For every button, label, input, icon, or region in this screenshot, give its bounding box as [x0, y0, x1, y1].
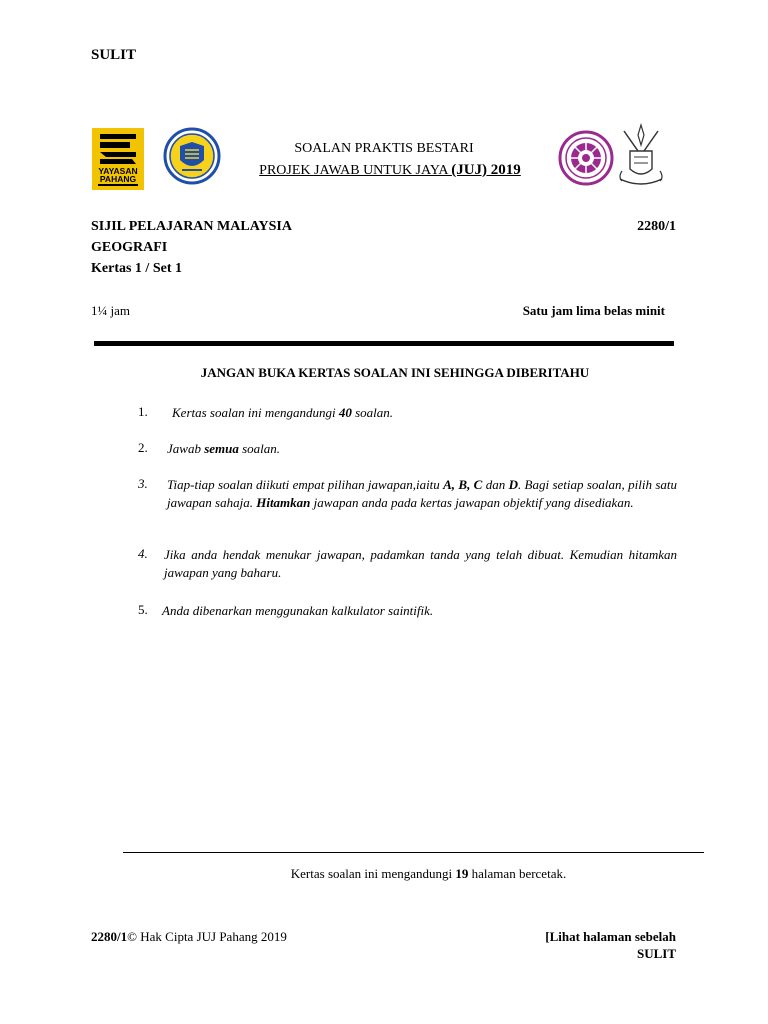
classification-label-top: SULIT — [91, 47, 137, 63]
classification-label-bottom: SULIT — [636, 946, 676, 961]
yayasan-logo-text-2: PAHANG — [99, 174, 137, 184]
duration-long: Satu jam lima belas minit — [522, 303, 665, 318]
question-count: 40 — [338, 405, 352, 420]
exam-subject: GEOGRAFI — [91, 240, 168, 255]
instruction-number-2: 2. — [138, 440, 148, 455]
instruction-text-2: Jawab semua soalan. — [167, 441, 281, 456]
instruction-number-1: 1. — [138, 404, 148, 419]
page-count: 19 — [455, 866, 469, 881]
next-page-note: [Lihat halaman sebelah — [545, 929, 676, 944]
header-project-name: PROJEK JAWAB UNTUK JAYA — [259, 163, 452, 178]
instruction-text-4: Jika anda hendak menukar jawapan, padamkan tanda yang telah dibuat. Kemudian hitamkan jawapan yang baharu. — [164, 547, 677, 580]
section-divider — [94, 341, 674, 346]
instruction-text-3: Tiap-tiap soalan diikuti empat pilihan jawapan,iaitu A, B, C dan D. Bagi setiap soalan, pilih satu jawapan sahaja. Hitamkan jawapan anda pada kertas jawapan objektif yang disediakan. — [167, 477, 677, 510]
duration-short: 1¼ jam — [91, 303, 130, 318]
footer-copyright: 2280/1© Hak Cipta JUJ Pahang 2019 — [91, 929, 287, 944]
page-count-note: Kertas soalan ini mengandungi 19 halaman bercetak. — [290, 866, 567, 881]
instruction-number-3: 3. — [138, 476, 148, 491]
instruction-text-5: Anda dibenarkan menggunakan kalkulator saintifik. — [162, 603, 434, 618]
exam-code: 2280/1 — [637, 219, 676, 234]
instruction-text-1: Kertas soalan ini mengandungi 40 soalan. — [172, 405, 394, 420]
instruction-number-4: 4. — [138, 546, 148, 561]
header-project-year: (JUJ) 2019 — [451, 162, 521, 178]
exam-paper: Kertas 1 / Set 1 — [91, 261, 182, 276]
footer-exam-code: 2280/1 — [91, 929, 128, 944]
exam-name: SIJIL PELAJARAN MALAYSIA — [91, 219, 292, 234]
instruction-number-5: 5. — [138, 602, 148, 617]
yayasan-logo-text-1: YAYASAN — [98, 166, 138, 176]
header-title-line1: SOALAN PRAKTIS BESTARI — [294, 141, 474, 156]
yayasan-pahang-logo — [92, 128, 144, 190]
header-title-line2 — [0, 162, 768, 179]
footer-divider — [123, 852, 704, 853]
warning-notice: JANGAN BUKA KERTAS SOALAN INI SEHINGGA DIBERITAHU — [200, 365, 590, 380]
